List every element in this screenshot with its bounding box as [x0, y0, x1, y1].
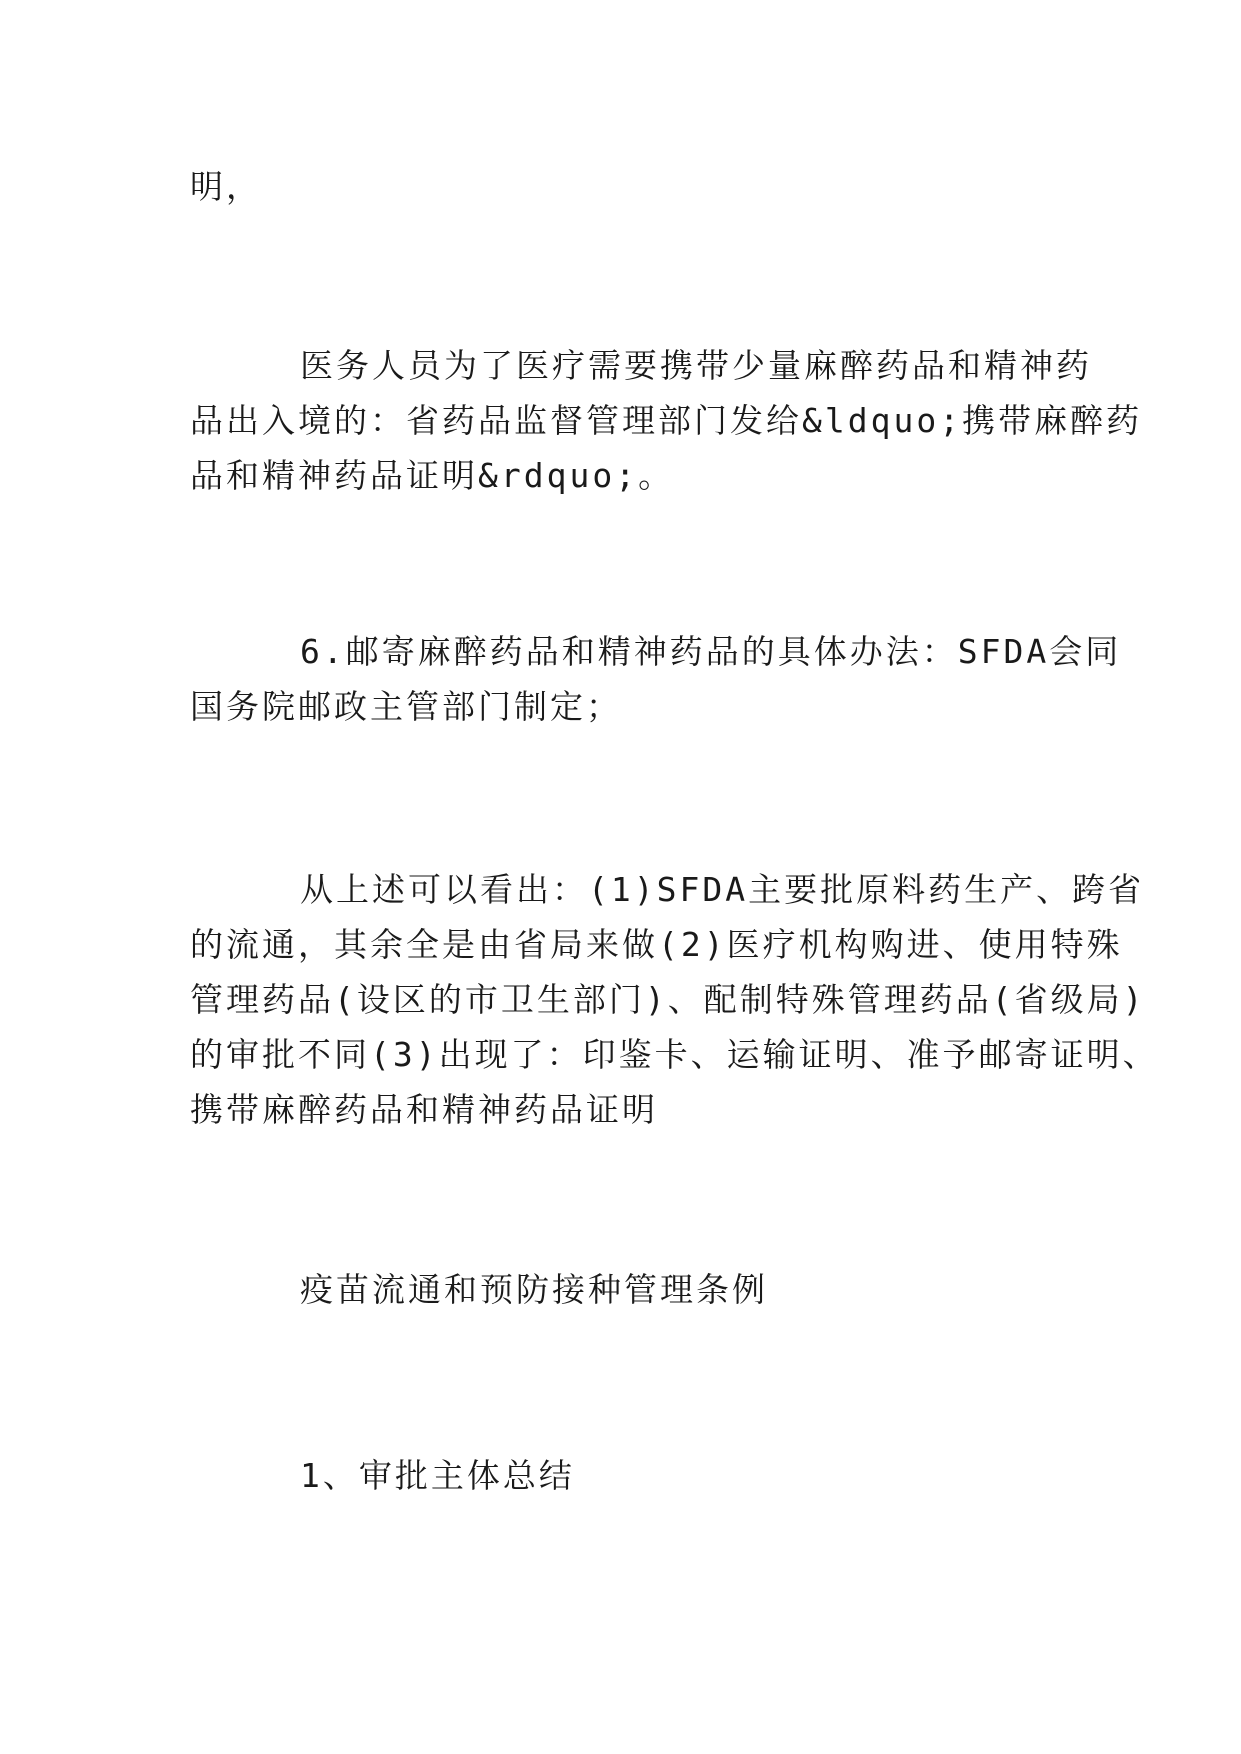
- subsection-heading-approval-summary: [190, 1448, 1080, 1503]
- text-line: 管理药品(设区的市卫生部门)、配制特殊管理药品(省级局): [190, 980, 1146, 1019]
- section-heading-vaccine-regulation: [190, 1262, 1080, 1317]
- text-line: 明，: [190, 167, 262, 206]
- paragraph-continuation: [190, 159, 1080, 214]
- paragraph-summary: [190, 862, 1159, 1137]
- text-line: 从上述可以看出：(1)SFDA主要批原料药生产、跨省: [300, 870, 1145, 909]
- text-line: 携带麻醉药品和精神药品证明: [190, 1090, 658, 1129]
- text-line: 国务院邮政主管部门制定；: [190, 687, 622, 726]
- text-line: 1、审批主体总结: [300, 1456, 575, 1495]
- text-line: 品和精神药品证明&rdquo;。: [190, 456, 675, 495]
- text-line: 的审批不同(3)出现了：印鉴卡、运输证明、准予邮寄证明、: [190, 1035, 1159, 1074]
- text-line: 6.邮寄麻醉药品和精神药品的具体办法：SFDA会同: [300, 632, 1122, 671]
- paragraph-mailing-rules: [190, 624, 1122, 734]
- paragraph-carry-certificate: [190, 338, 1143, 503]
- text-line: 疫苗流通和预防接种管理条例: [300, 1270, 768, 1309]
- text-line: 的流通，其余全是由省局来做(2)医疗机构购进、使用特殊: [190, 925, 1123, 964]
- text-line: 品出入境的：省药品监督管理部门发给&ldquo;携带麻醉药: [190, 401, 1143, 440]
- text-line: 医务人员为了医疗需要携带少量麻醉药品和精神药: [300, 346, 1092, 385]
